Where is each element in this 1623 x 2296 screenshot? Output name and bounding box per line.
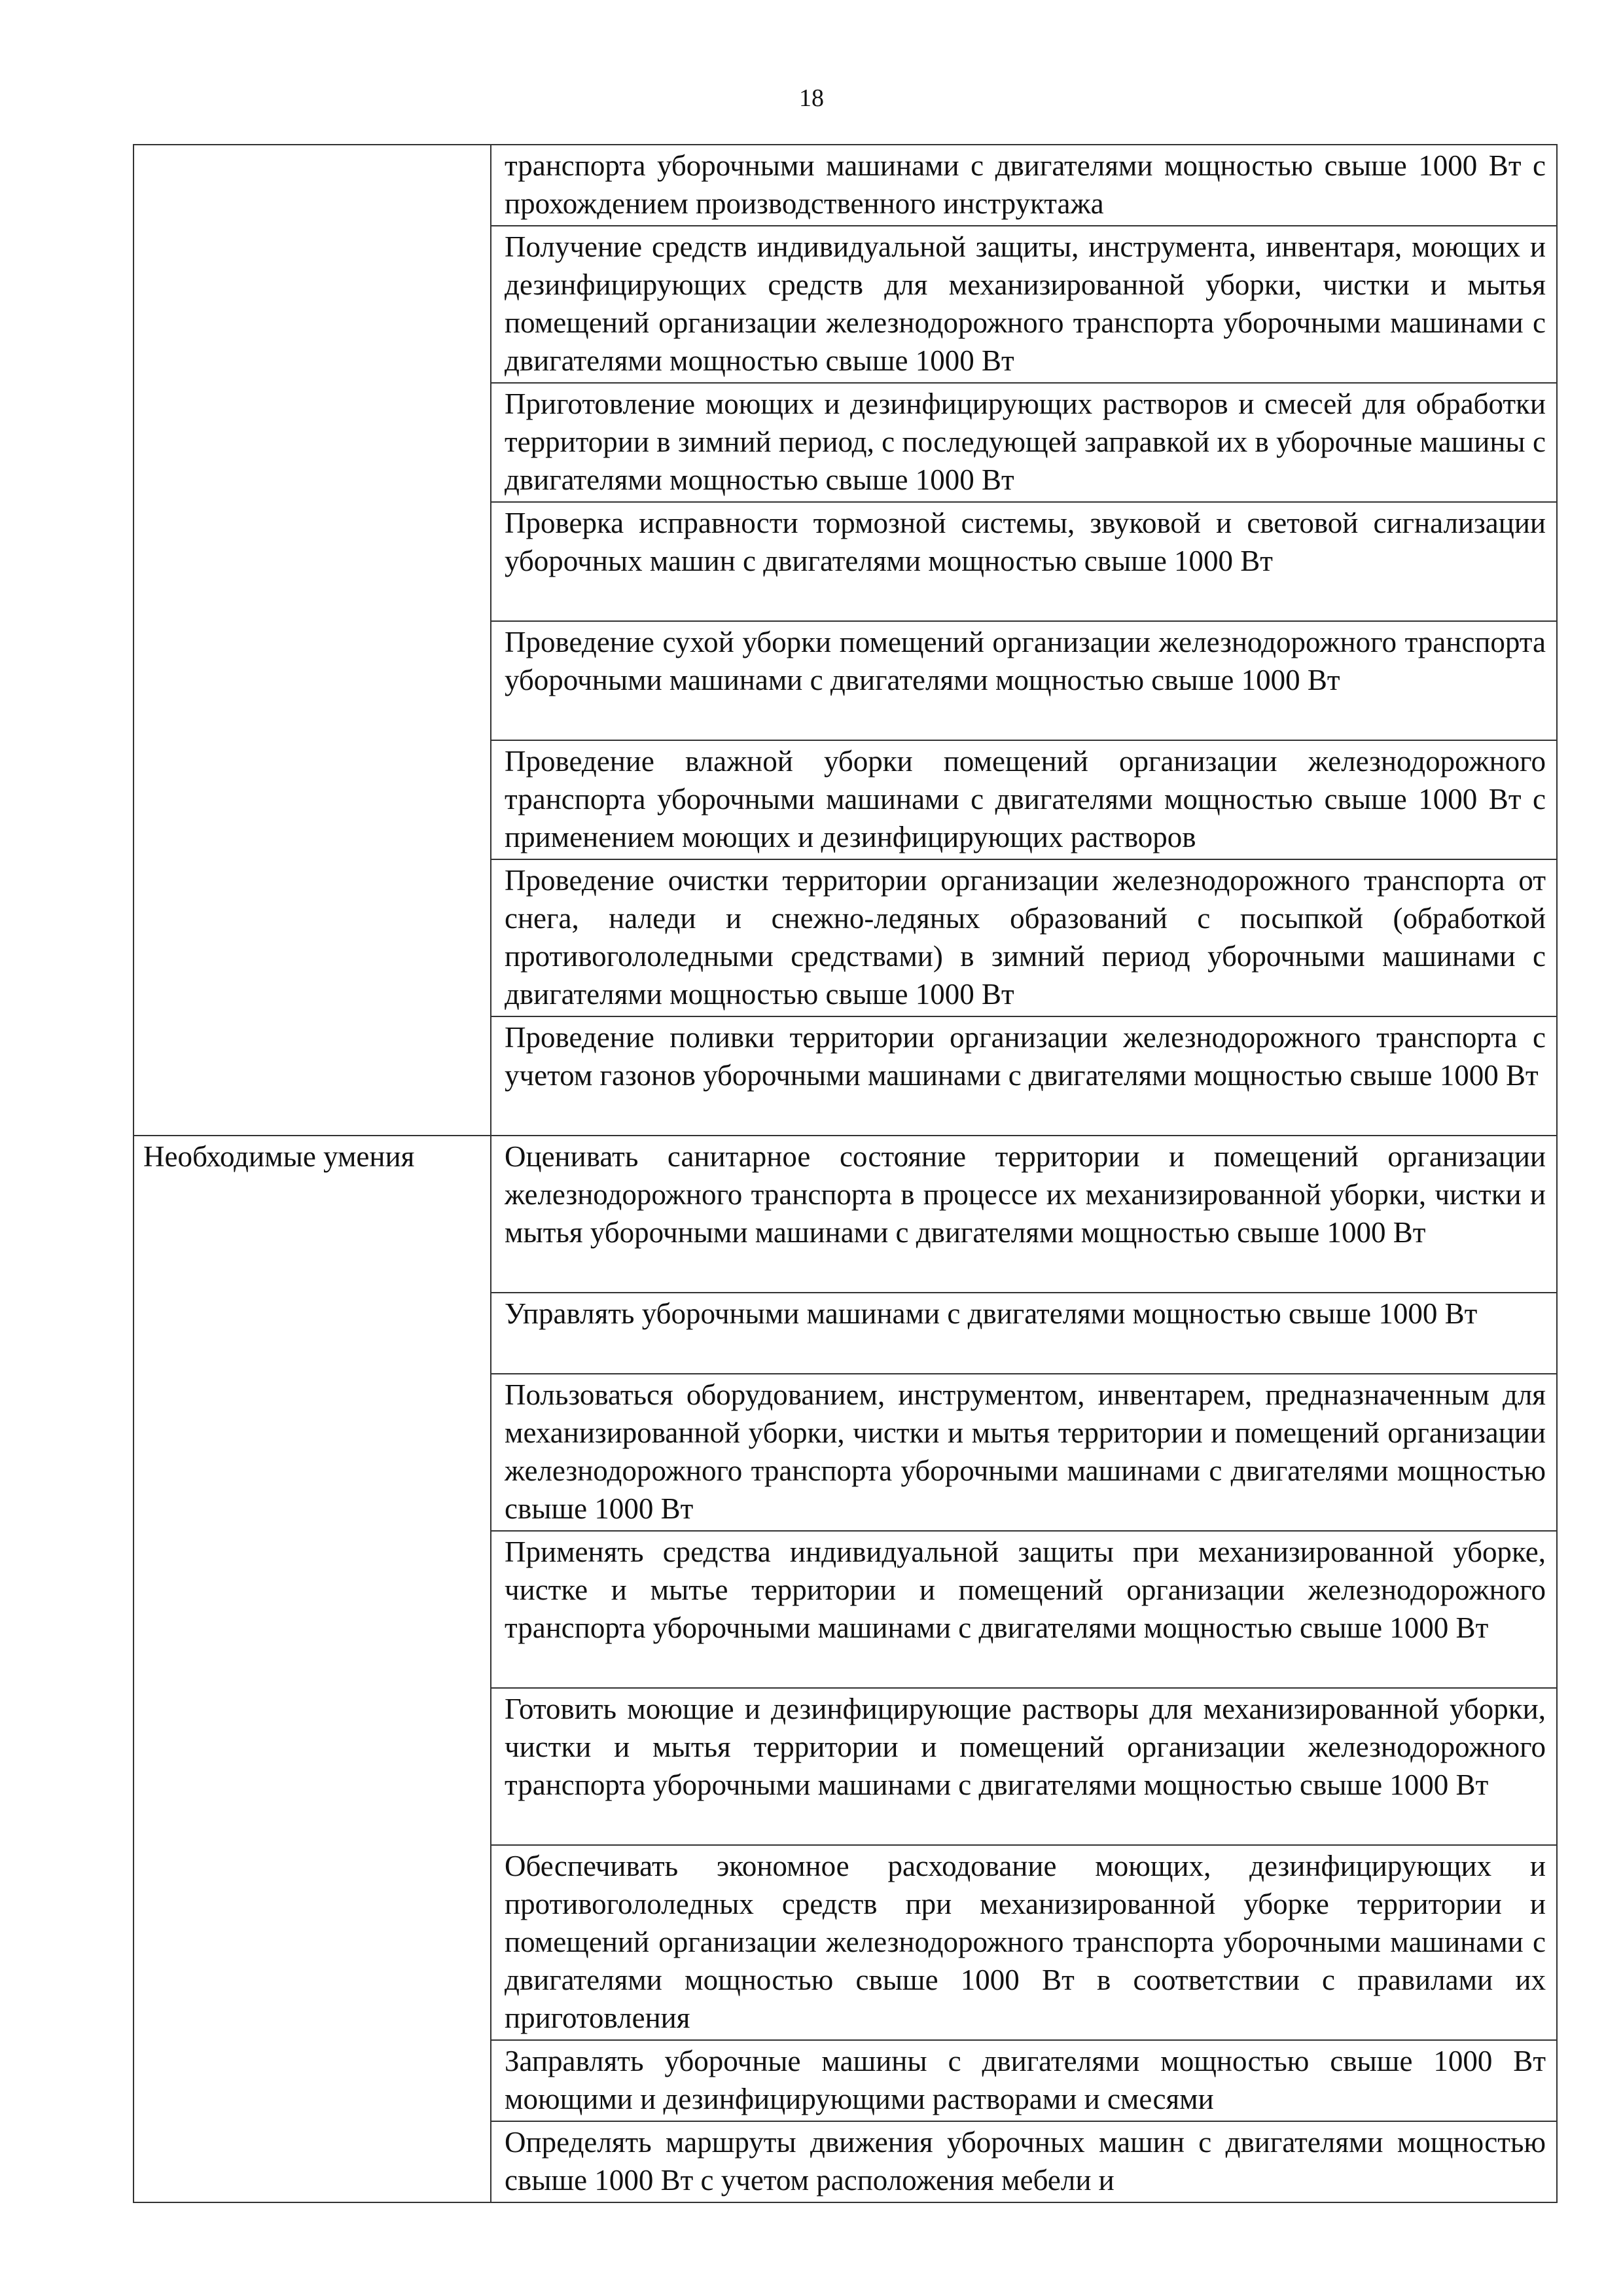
skills-section-label	[134, 1136, 491, 2202]
cell-text: Проведение сухой уборки помещений организации железнодорожного транспорта уборочными машинами с двигателями мощностью свыше 1000 Вт	[505, 626, 1546, 696]
cell-text: Оценивать санитарное состояние территории и помещений организации железнодорожного транспорта в процессе их механизированной уборки, чистки и мытья уборочными машинами с двигателями мощностью свыше 1000 Вт	[505, 1140, 1546, 1249]
table-cell	[491, 2121, 1557, 2202]
cell-text: Применять средства индивидуальной защиты при механизированной уборке, чистке и мытье территории и помещений организации железнодорожного транспорта уборочными машинами с двигателями мощностью свыше 1000 Вт	[505, 1535, 1546, 1644]
table-cell	[491, 2040, 1557, 2121]
cell-text: Проведение очистки территории организации железнодорожного транспорта от снега, наледи и снежно-ледяных образований с посыпкой (обработкой противогололедными средствами) в зимний период уборочными машинами с двигателями мощностью свыше 1000 Вт	[505, 864, 1546, 1011]
skills-label-text: Необходимые умения	[143, 1140, 415, 1173]
table-cell	[491, 621, 1557, 740]
table-cell	[491, 859, 1557, 1016]
table-cell	[491, 1136, 1557, 1293]
cell-text: Приготовление моющих и дезинфицирующих растворов и смесей для обработки территории в зимний период, с последующей заправкой их в уборочные машины с двигателями мощностью свыше 1000 Вт	[505, 387, 1546, 496]
table-cell	[491, 1531, 1557, 1688]
cell-text: Проведение поливки территории организации железнодорожного транспорта с учетом газонов уборочными машинами с двигателями мощностью свыше 1000 Вт	[505, 1021, 1546, 1092]
table-cell	[491, 383, 1557, 502]
table-cell	[491, 1374, 1557, 1531]
table-cell	[491, 145, 1557, 226]
cell-text: Определять маршруты движения уборочных машин с двигателями мощностью свыше 1000 Вт с учетом расположения мебели и	[505, 2126, 1546, 2197]
cell-text: Получение средств индивидуальной защиты, инструмента, инвентаря, моющих и дезинфицирующих средств для механизированной уборки, чистки и мытья помещений организации железнодорожного транспорта уборочными машинами с двигателями мощностью свыше 1000 Вт	[505, 230, 1546, 377]
table-row	[134, 1136, 1557, 1293]
table-row	[134, 145, 1557, 226]
cell-text: Проверка исправности тормозной системы, звуковой и световой сигнализации уборочных машин с двигателями мощностью свыше 1000 Вт	[505, 507, 1546, 577]
cell-text: Заправлять уборочные машины с двигателями мощностью свыше 1000 Вт моющими и дезинфицирующими растворами и смесями	[505, 2045, 1546, 2115]
table-cell	[491, 1845, 1557, 2040]
table-cell	[491, 1016, 1557, 1136]
cell-text: Готовить моющие и дезинфицирующие растворы для механизированной уборки, чистки и мытья территории и помещений организации железнодорожного транспорта уборочными машинами с двигателями мощностью свыше 1000 Вт	[505, 1693, 1546, 1801]
cell-text: Обеспечивать экономное расходование моющих, дезинфицирующих и противогололедных средств при механизированной уборке территории и помещений организации железнодорожного транспорта уборочными машинами с двигателями мощностью свыше 1000 Вт в соответствии с правилами их приготовления	[505, 1850, 1546, 2034]
table-cell	[491, 740, 1557, 859]
cell-text: транспорта уборочными машинами с двигателями мощностью свыше 1000 Вт с прохождением производственного инструктажа	[505, 149, 1546, 220]
table-cell	[491, 502, 1557, 621]
cell-text: Управлять уборочными машинами с двигателями мощностью свыше 1000 Вт	[505, 1297, 1478, 1330]
table-cell	[491, 226, 1557, 383]
table-cell	[491, 1293, 1557, 1374]
cell-text: Проведение влажной уборки помещений организации железнодорожного транспорта уборочными машинами с двигателями мощностью свыше 1000 Вт с применением моющих и дезинфицирующих растворов	[505, 745, 1546, 853]
qualification-table	[133, 144, 1558, 2203]
page-number: 18	[799, 84, 824, 112]
continued-section-label-cell	[134, 145, 491, 1136]
table-cell	[491, 1688, 1557, 1845]
cell-text: Пользоваться оборудованием, инструментом, инвентарем, предназначенным для механизированной уборки, чистки и мытья территории и помещений организации железнодорожного транспорта уборочными машинами с двигателями мощностью свыше 1000 Вт	[505, 1378, 1546, 1525]
